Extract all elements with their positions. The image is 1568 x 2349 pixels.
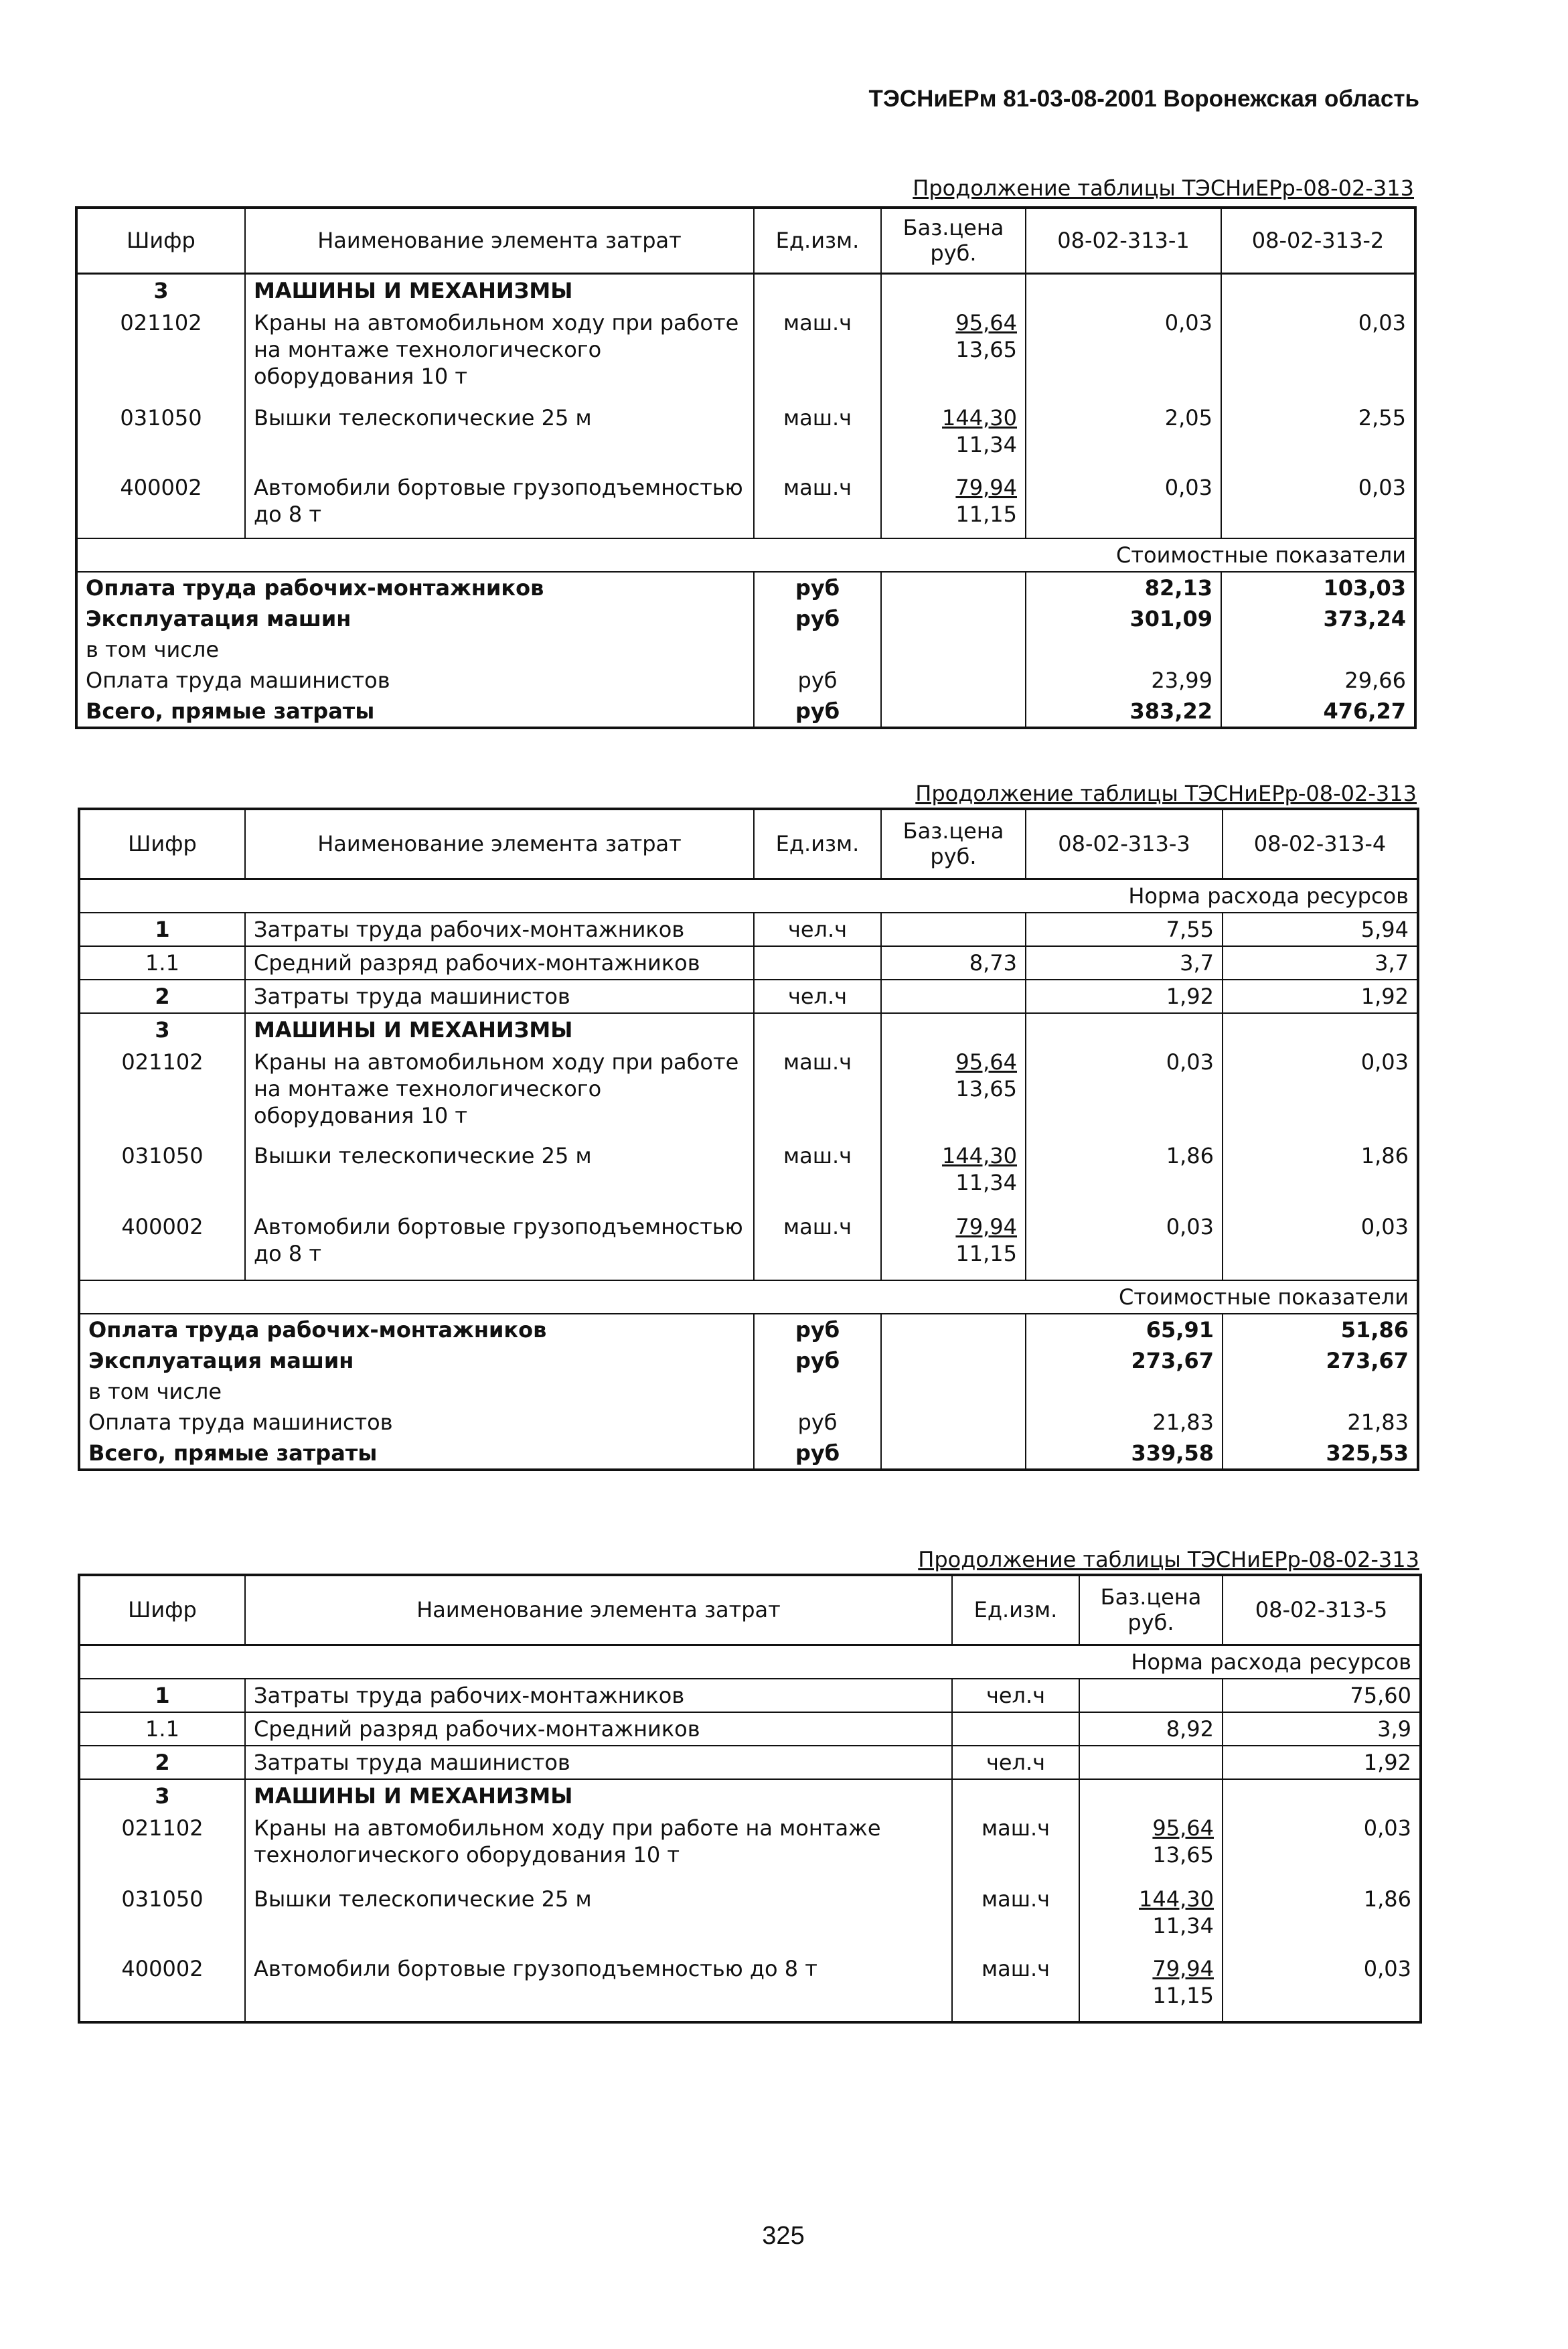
row-unit: чел.ч — [754, 980, 881, 1013]
summary-value-2: 21,83 — [1223, 1407, 1418, 1438]
row-name: Средний разряд рабочих-монтажников — [245, 1712, 952, 1746]
row-name: Вышки телескопические 25 м — [245, 1883, 952, 1953]
summary-unit: руб — [754, 603, 881, 634]
summary-row — [76, 603, 1415, 634]
row-name: Средний разряд рабочих-монтажников — [245, 946, 754, 980]
row-name: Вышки телескопические 25 м — [245, 1140, 754, 1211]
row-name: Затраты труда машинистов — [245, 980, 754, 1013]
row-unit: маш.ч — [754, 471, 881, 538]
summary-row — [76, 696, 1415, 728]
row-price: 144,30 11,34 — [1079, 1883, 1223, 1953]
row-price: 79,94 11,15 — [881, 1211, 1026, 1280]
summary-unit: руб — [754, 1314, 881, 1345]
page-number: 325 — [762, 2222, 805, 2250]
row-name: Затраты труда машинистов — [245, 1746, 952, 1779]
summary-value-1: 339,58 — [1026, 1438, 1223, 1470]
section-row — [76, 273, 1415, 307]
col-name-header: Наименование элемента затрат — [245, 809, 754, 879]
resource-table-1 — [75, 206, 1417, 729]
row-price: 95,64 13,65 — [881, 307, 1026, 402]
row-unit: маш.ч — [754, 1211, 881, 1280]
row-code: 021102 — [79, 1046, 245, 1140]
row-name: Автомобили бортовые грузоподъемностью до 8 т — [245, 1211, 754, 1280]
table-continuation-caption: Продолжение таблицы ТЭСНиЕРр-08-02-313 — [913, 175, 1414, 201]
section-row — [79, 1779, 1421, 1812]
row-value-2: 1,86 — [1223, 1140, 1418, 1211]
table-row — [79, 913, 1418, 946]
col-norm-4-header: 08-02-313-4 — [1223, 809, 1418, 879]
summary-row — [79, 1438, 1418, 1470]
row-value-1: 0,03 — [1026, 307, 1221, 402]
table-continuation-caption: Продолжение таблицы ТЭСНиЕРр-08-02-313 — [915, 781, 1417, 806]
section-code: 3 — [79, 1779, 245, 1812]
section-name: МАШИНЫ И МЕХАНИЗМЫ — [245, 1779, 952, 1812]
summary-value-1: 21,83 — [1026, 1407, 1223, 1438]
row-value-1: 7,55 — [1026, 913, 1223, 946]
col-price-header: Баз.цена руб. — [1079, 1575, 1223, 1645]
summary-unit: руб — [754, 1345, 881, 1376]
row-code: 031050 — [79, 1883, 245, 1953]
cost-section-title: Стоимостные показатели — [79, 1280, 1418, 1314]
norm-section-title: Норма расхода ресурсов — [79, 1645, 1421, 1679]
summary-value-2: 476,27 — [1221, 696, 1415, 728]
col-code-header: Шифр — [76, 208, 245, 273]
row-price: 144,30 11,34 — [881, 1140, 1026, 1211]
summary-row — [79, 1314, 1418, 1345]
col-norm-5-header: 08-02-313-5 — [1223, 1575, 1421, 1645]
summary-label: в том числе — [79, 1376, 754, 1407]
row-code: 1.1 — [79, 1712, 245, 1746]
row-value-1: 3,9 — [1223, 1712, 1421, 1746]
row-name: Краны на автомобильном ходу при работе на монтаже технологического оборудования 10 т — [245, 1812, 952, 1883]
row-value-2: 0,03 — [1221, 307, 1415, 402]
col-name-header: Наименование элемента затрат — [245, 1575, 952, 1645]
row-value-1: 0,03 — [1223, 1812, 1421, 1883]
row-price: 144,30 11,34 — [881, 402, 1026, 471]
col-norm-3-header: 08-02-313-3 — [1026, 809, 1223, 879]
row-unit: маш.ч — [952, 1883, 1079, 1953]
table-row — [79, 1211, 1418, 1280]
col-norm-1-header: 08-02-313-1 — [1026, 208, 1221, 273]
col-norm-2-header: 08-02-313-2 — [1221, 208, 1415, 273]
row-unit: маш.ч — [754, 307, 881, 402]
row-price: 95,64 13,65 — [1079, 1812, 1223, 1883]
table-row — [79, 1883, 1421, 1953]
summary-value-2: 29,66 — [1221, 665, 1415, 696]
section-row — [79, 1013, 1418, 1046]
summary-label: Всего, прямые затраты — [76, 696, 754, 728]
row-value-2: 0,03 — [1221, 471, 1415, 538]
row-code: 400002 — [79, 1211, 245, 1280]
row-price: 95,64 13,65 — [881, 1046, 1026, 1140]
summary-value-2: 51,86 — [1223, 1314, 1418, 1345]
row-name: Краны на автомобильном ходу при работе на монтаже технологического оборудования 10 т — [245, 307, 754, 402]
row-code: 021102 — [76, 307, 245, 402]
resource-table-3 — [78, 1574, 1422, 2024]
row-code: 2 — [79, 980, 245, 1013]
row-value-1: 1,92 — [1026, 980, 1223, 1013]
row-unit: чел.ч — [952, 1746, 1079, 1779]
col-price-header: Баз.цена руб. — [881, 208, 1026, 273]
row-name: Краны на автомобильном ходу при работе на монтаже технологического оборудования 10 т — [245, 1046, 754, 1140]
row-price: 79,94 11,15 — [881, 471, 1026, 538]
summary-value-2: 273,67 — [1223, 1345, 1418, 1376]
summary-value-1: 23,99 — [1026, 665, 1221, 696]
row-unit: маш.ч — [952, 1953, 1079, 2022]
table-row — [76, 471, 1415, 538]
cost-section-title: Стоимостные показатели — [76, 538, 1415, 572]
table-row — [79, 1679, 1421, 1712]
row-unit: маш.ч — [952, 1812, 1079, 1883]
row-value-2: 1,92 — [1223, 980, 1418, 1013]
summary-label: Оплата труда рабочих-монтажников — [76, 572, 754, 603]
summary-row — [76, 572, 1415, 603]
summary-label: Оплата труда машинистов — [79, 1407, 754, 1438]
table-row — [79, 1812, 1421, 1883]
summary-value-1: 65,91 — [1026, 1314, 1223, 1345]
row-unit: маш.ч — [754, 1046, 881, 1140]
table-row — [79, 1746, 1421, 1779]
summary-value-1: 301,09 — [1026, 603, 1221, 634]
table-row — [76, 402, 1415, 471]
summary-label: Эксплуатация машин — [79, 1345, 754, 1376]
col-unit-header: Ед.изм. — [952, 1575, 1079, 1645]
summary-unit: руб — [754, 665, 881, 696]
col-unit-header: Ед.изм. — [754, 809, 881, 879]
row-value-2: 0,03 — [1223, 1211, 1418, 1280]
row-name: Автомобили бортовые грузоподъемностью до 8 т — [245, 1953, 952, 2022]
row-code: 400002 — [79, 1953, 245, 2022]
summary-value-1: 383,22 — [1026, 696, 1221, 728]
summary-row — [79, 1345, 1418, 1376]
table-row — [79, 1953, 1421, 2022]
col-code-header: Шифр — [79, 809, 245, 879]
row-name: Вышки телескопические 25 м — [245, 402, 754, 471]
summary-value-2: 103,03 — [1221, 572, 1415, 603]
summary-value-2: 325,53 — [1223, 1438, 1418, 1470]
table-row — [79, 946, 1418, 980]
row-value-2: 5,94 — [1223, 913, 1418, 946]
summary-label: Оплата труда машинистов — [76, 665, 754, 696]
row-value-1: 1,92 — [1223, 1746, 1421, 1779]
summary-value-2: 373,24 — [1221, 603, 1415, 634]
col-unit-header: Ед.изм. — [754, 208, 881, 273]
summary-label: Всего, прямые затраты — [79, 1438, 754, 1470]
row-name: Автомобили бортовые грузоподъемностью до 8 т — [245, 471, 754, 538]
summary-row — [79, 1407, 1418, 1438]
summary-row — [76, 634, 1415, 665]
summary-label: в том числе — [76, 634, 754, 665]
col-code-header: Шифр — [79, 1575, 245, 1645]
section-name: МАШИНЫ И МЕХАНИЗМЫ — [245, 1013, 754, 1046]
summary-unit: руб — [754, 696, 881, 728]
table-continuation-caption: Продолжение таблицы ТЭСНиЕРр-08-02-313 — [918, 1547, 1419, 1572]
row-code: 031050 — [79, 1140, 245, 1211]
row-price: 8,92 — [1079, 1712, 1223, 1746]
summary-row — [76, 665, 1415, 696]
row-value-1: 0,03 — [1026, 1211, 1223, 1280]
table-row — [79, 1140, 1418, 1211]
row-value-1: 1,86 — [1026, 1140, 1223, 1211]
norm-section-title: Норма расхода ресурсов — [79, 879, 1418, 913]
row-unit: маш.ч — [754, 1140, 881, 1211]
row-name: Затраты труда рабочих-монтажников — [245, 1679, 952, 1712]
summary-row — [79, 1376, 1418, 1407]
norm-section-row — [79, 1645, 1421, 1679]
row-code: 031050 — [76, 402, 245, 471]
section-code: 3 — [79, 1013, 245, 1046]
norm-section-row — [79, 879, 1418, 913]
table-row — [79, 1712, 1421, 1746]
row-code: 1 — [79, 1679, 245, 1712]
resource-table-2 — [78, 808, 1419, 1471]
row-value-1: 0,03 — [1026, 1046, 1223, 1140]
row-value-2: 2,55 — [1221, 402, 1415, 471]
cost-section-row — [76, 538, 1415, 572]
document-header: ТЭСНиЕРм 81-03-08-2001 Воронежская область — [868, 86, 1419, 112]
row-value-1: 2,05 — [1026, 402, 1221, 471]
row-unit: чел.ч — [952, 1679, 1079, 1712]
summary-label: Оплата труда рабочих-монтажников — [79, 1314, 754, 1345]
row-code: 021102 — [79, 1812, 245, 1883]
row-value-1: 0,03 — [1223, 1953, 1421, 2022]
row-value-1: 3,7 — [1026, 946, 1223, 980]
row-code: 1 — [79, 913, 245, 946]
row-value-1: 75,60 — [1223, 1679, 1421, 1712]
section-code: 3 — [76, 273, 245, 307]
row-code: 1.1 — [79, 946, 245, 980]
row-code: 400002 — [76, 471, 245, 538]
summary-unit: руб — [754, 1438, 881, 1470]
table-row — [76, 307, 1415, 402]
row-value-2: 0,03 — [1223, 1046, 1418, 1140]
table-header-row — [79, 809, 1418, 879]
row-value-1: 1,86 — [1223, 1883, 1421, 1953]
row-price: 8,73 — [881, 946, 1026, 980]
cost-section-row — [79, 1280, 1418, 1314]
summary-unit: руб — [754, 572, 881, 603]
summary-value-1: 273,67 — [1026, 1345, 1223, 1376]
summary-value-1: 82,13 — [1026, 572, 1221, 603]
row-value-2: 3,7 — [1223, 946, 1418, 980]
table-row — [79, 1046, 1418, 1140]
summary-unit: руб — [754, 1407, 881, 1438]
table-header-row — [79, 1575, 1421, 1645]
summary-label: Эксплуатация машин — [76, 603, 754, 634]
row-unit: чел.ч — [754, 913, 881, 946]
table-row — [79, 980, 1418, 1013]
row-price: 79,94 11,15 — [1079, 1953, 1223, 2022]
row-unit: маш.ч — [754, 402, 881, 471]
col-price-header: Баз.цена руб. — [881, 809, 1026, 879]
table-header-row — [76, 208, 1415, 273]
row-code: 2 — [79, 1746, 245, 1779]
row-value-1: 0,03 — [1026, 471, 1221, 538]
section-name: МАШИНЫ И МЕХАНИЗМЫ — [245, 273, 754, 307]
row-name: Затраты труда рабочих-монтажников — [245, 913, 754, 946]
col-name-header: Наименование элемента затрат — [245, 208, 754, 273]
